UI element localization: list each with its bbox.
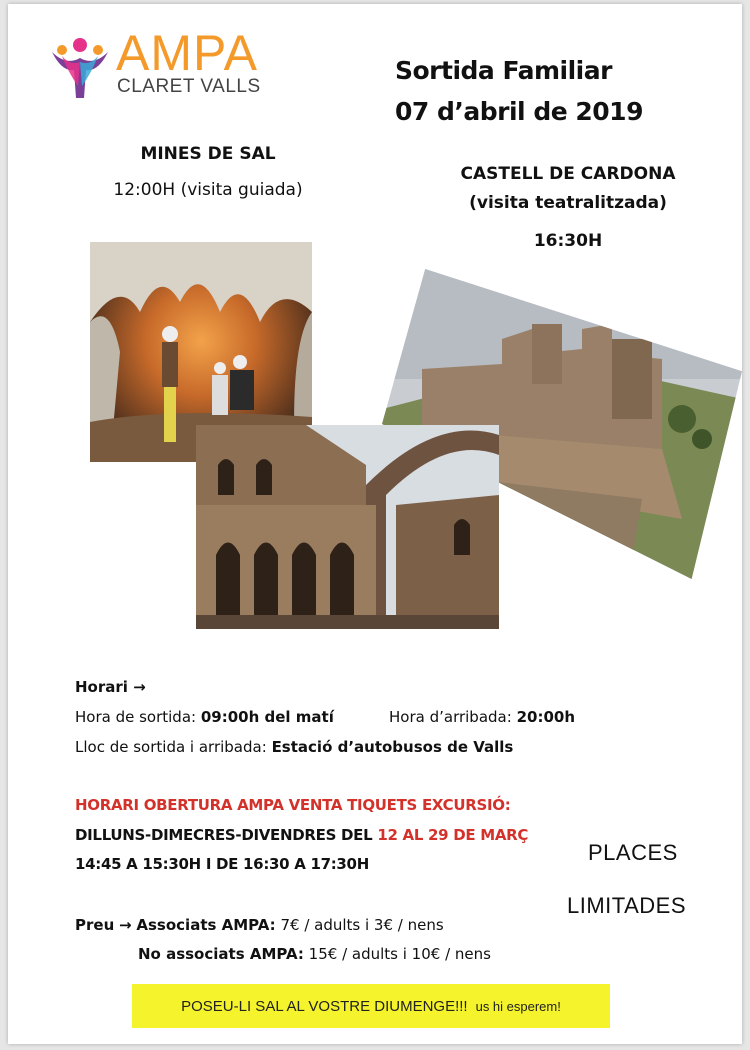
ticket-hours-heading: HORARI OBERTURA AMPA VENTA TIQUETS EXCURSIÓ: [75, 796, 511, 814]
slogan-banner [132, 984, 610, 1028]
places-line1: PLACES [588, 840, 678, 865]
arrival-value: 20:00h [516, 708, 576, 726]
departure-label: Hora de sortida: [75, 708, 197, 726]
members-price: 7€ / adults i 3€ / nens [280, 916, 444, 934]
visit2-time: 16:30H [533, 231, 603, 251]
ticket-dates: 12 AL 29 DE MARÇ [377, 826, 529, 844]
price-nonmembers-row [138, 947, 491, 962]
ticket-hours: 14:45 A 15:30H I DE 16:30 A 17:30H [75, 855, 369, 873]
event-title: Sortida Familiar [395, 56, 612, 85]
logo-name: AMPA [116, 25, 258, 81]
slogan-main: POSEU-LI SAL AL VOSTRE DIUMENGE!!! [181, 997, 468, 1015]
arrival-label: Hora d’arribada: [389, 708, 512, 726]
meeting-place-label: Lloc de sortida i arribada: [75, 738, 267, 756]
places-line2: LIMITADES [567, 893, 687, 918]
departure-row [75, 710, 334, 725]
event-date: 07 d’abril de 2019 [395, 97, 643, 126]
members-label: Associats AMPA: [136, 916, 276, 934]
arrow-right-icon: → [119, 916, 132, 934]
arrival-row [389, 710, 575, 725]
meeting-place-row [75, 740, 513, 755]
departure-value: 09:00h del matí [200, 708, 334, 726]
arrow-right-icon: → [133, 678, 146, 696]
slogan-small: us hi esperem! [475, 998, 561, 1014]
nonmembers-price: 15€ / adults i 10€ / nens [308, 945, 491, 963]
visit2-name: CASTELL DE CARDONA [460, 164, 676, 184]
schedule-heading [75, 680, 146, 695]
ampa-logo-icon [48, 36, 112, 98]
nonmembers-label: No associats AMPA: [138, 945, 304, 963]
visit1-time: 12:00H (visita guiada) [113, 180, 303, 200]
logo-subtitle: CLARET VALLS [117, 76, 261, 97]
meeting-place-value: Estació d’autobusos de Valls [271, 738, 514, 756]
flyer-page [8, 4, 742, 1044]
price-members-row [75, 918, 444, 933]
visit2-detail: (visita teatralitzada) [469, 193, 667, 213]
visit1-name: MINES DE SAL [140, 144, 276, 164]
schedule-heading-label: Horari [75, 678, 128, 696]
price-label: Preu [75, 916, 115, 934]
cloister-photo [196, 425, 499, 629]
ticket-days-row [75, 828, 528, 843]
ticket-days: DILLUNS-DIMECRES-DIVENDRES DEL [75, 826, 373, 844]
